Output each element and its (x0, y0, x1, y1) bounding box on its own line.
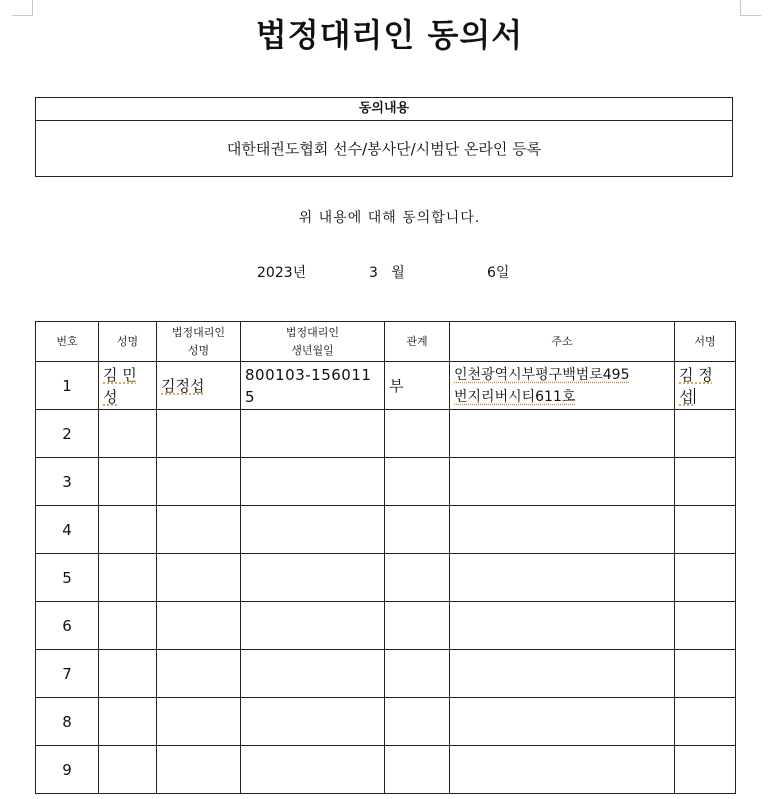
table-header-row (36, 322, 736, 362)
guardian-name-cell[interactable] (157, 410, 241, 458)
row-number: 5 (36, 554, 99, 602)
relation-cell[interactable] (385, 698, 450, 746)
relation: 부 (389, 376, 404, 395)
guardian-name: 김정섭 (161, 376, 205, 395)
guardian-birth-cell[interactable] (241, 410, 385, 458)
guardian-birth-cell[interactable] (241, 650, 385, 698)
guardian-birth-cell[interactable] (241, 458, 385, 506)
text-cursor (694, 388, 695, 404)
table-row (36, 746, 736, 794)
relation-cell[interactable] (385, 554, 450, 602)
name-cell[interactable] (99, 506, 157, 554)
name-cell[interactable] (99, 458, 157, 506)
signature-line1: 김 정 (679, 365, 713, 384)
header-relation: 관계 (385, 322, 450, 362)
guardian-name-cell[interactable] (157, 506, 241, 554)
table-row (36, 698, 736, 746)
consent-body[interactable] (36, 121, 732, 177)
row-number: 2 (36, 410, 99, 458)
guardian-name-cell[interactable] (157, 746, 241, 794)
table-row (36, 554, 736, 602)
consent-header: 동의내용 (36, 98, 732, 121)
row-number: 1 (36, 362, 99, 410)
consent-body-text: 대한태권도협회 선수/봉사단/시범단 온라인 등록 (226, 140, 542, 158)
signature-line2: 섭 (679, 387, 694, 406)
signature-cell[interactable] (675, 746, 736, 794)
row-number: 6 (36, 602, 99, 650)
signature-cell[interactable] (675, 554, 736, 602)
header-address: 주소 (450, 322, 675, 362)
guardian-name-cell[interactable] (157, 650, 241, 698)
header-guardian-name-line1: 법정대리인 (171, 325, 226, 339)
name-cell[interactable] (99, 650, 157, 698)
header-guardian-birth-line1: 법정대리인 (285, 325, 340, 339)
row-number: 8 (36, 698, 99, 746)
table-row (36, 362, 736, 410)
name-cell[interactable] (99, 746, 157, 794)
header-guardian-name (157, 322, 241, 362)
row-number: 9 (36, 746, 99, 794)
name-line2: 성 (103, 387, 118, 406)
relation-cell[interactable] (385, 746, 450, 794)
signature-cell[interactable] (675, 650, 736, 698)
address-cell[interactable] (450, 506, 675, 554)
relation-cell[interactable] (385, 506, 450, 554)
address-cell[interactable] (450, 410, 675, 458)
guardian-birth-line1: 800103-156011 (245, 365, 372, 384)
address-line1: 인천광역시부평구백범로495 (454, 366, 630, 383)
relation-cell[interactable] (385, 650, 450, 698)
address-cell[interactable] (450, 698, 675, 746)
guardian-name-cell[interactable] (157, 698, 241, 746)
address-cell[interactable] (450, 362, 675, 410)
guardian-table (35, 321, 736, 794)
guardian-birth-cell[interactable] (241, 506, 385, 554)
document-title: 법정대리인 동의서 (255, 16, 524, 54)
header-no: 번호 (36, 322, 99, 362)
signature-cell[interactable] (675, 362, 736, 410)
guardian-birth-cell[interactable] (241, 746, 385, 794)
address-cell[interactable] (450, 458, 675, 506)
header-guardian-birth-line2: 생년월일 (291, 343, 334, 357)
signature-cell[interactable] (675, 410, 736, 458)
name-cell[interactable] (99, 362, 157, 410)
signature-cell[interactable] (675, 602, 736, 650)
address-cell[interactable] (450, 650, 675, 698)
address-cell[interactable] (450, 602, 675, 650)
address-line2: 번지리버시티611호 (454, 388, 576, 405)
name-cell[interactable] (99, 602, 157, 650)
table-row (36, 506, 736, 554)
name-cell[interactable] (99, 554, 157, 602)
guardian-name-cell[interactable] (157, 458, 241, 506)
guardian-name-cell[interactable] (157, 554, 241, 602)
guardian-birth-cell[interactable] (241, 698, 385, 746)
table-row (36, 650, 736, 698)
address-cell[interactable] (450, 746, 675, 794)
guardian-birth-cell[interactable] (241, 554, 385, 602)
date-day: 6일 (487, 265, 510, 281)
relation-cell[interactable] (385, 458, 450, 506)
signature-cell[interactable] (675, 458, 736, 506)
header-signature: 서명 (675, 322, 736, 362)
guardian-birth-cell[interactable] (241, 362, 385, 410)
header-guardian-birth (241, 322, 385, 362)
relation-cell[interactable] (385, 362, 450, 410)
table-row (36, 602, 736, 650)
guardian-birth-cell[interactable] (241, 602, 385, 650)
row-number: 4 (36, 506, 99, 554)
consent-box (35, 97, 733, 177)
guardian-name-cell[interactable] (157, 602, 241, 650)
row-number: 3 (36, 458, 99, 506)
date-month: 3 월 (369, 265, 405, 281)
relation-cell[interactable] (385, 602, 450, 650)
agree-statement: 위 내용에 대해 동의합니다. (298, 210, 481, 226)
guardian-name-cell[interactable] (157, 362, 241, 410)
address-cell[interactable] (450, 554, 675, 602)
name-cell[interactable] (99, 410, 157, 458)
header-guardian-name-line2: 성명 (187, 343, 210, 357)
table-row (36, 458, 736, 506)
date-year: 2023년 (257, 265, 307, 281)
table-row (36, 410, 736, 458)
signature-cell[interactable] (675, 698, 736, 746)
relation-cell[interactable] (385, 410, 450, 458)
guardian-birth-line2: 5 (245, 387, 256, 406)
name-cell[interactable] (99, 698, 157, 746)
header-name: 성명 (99, 322, 157, 362)
row-number: 7 (36, 650, 99, 698)
signature-cell[interactable] (675, 506, 736, 554)
name-line1: 김 민 (103, 365, 137, 384)
